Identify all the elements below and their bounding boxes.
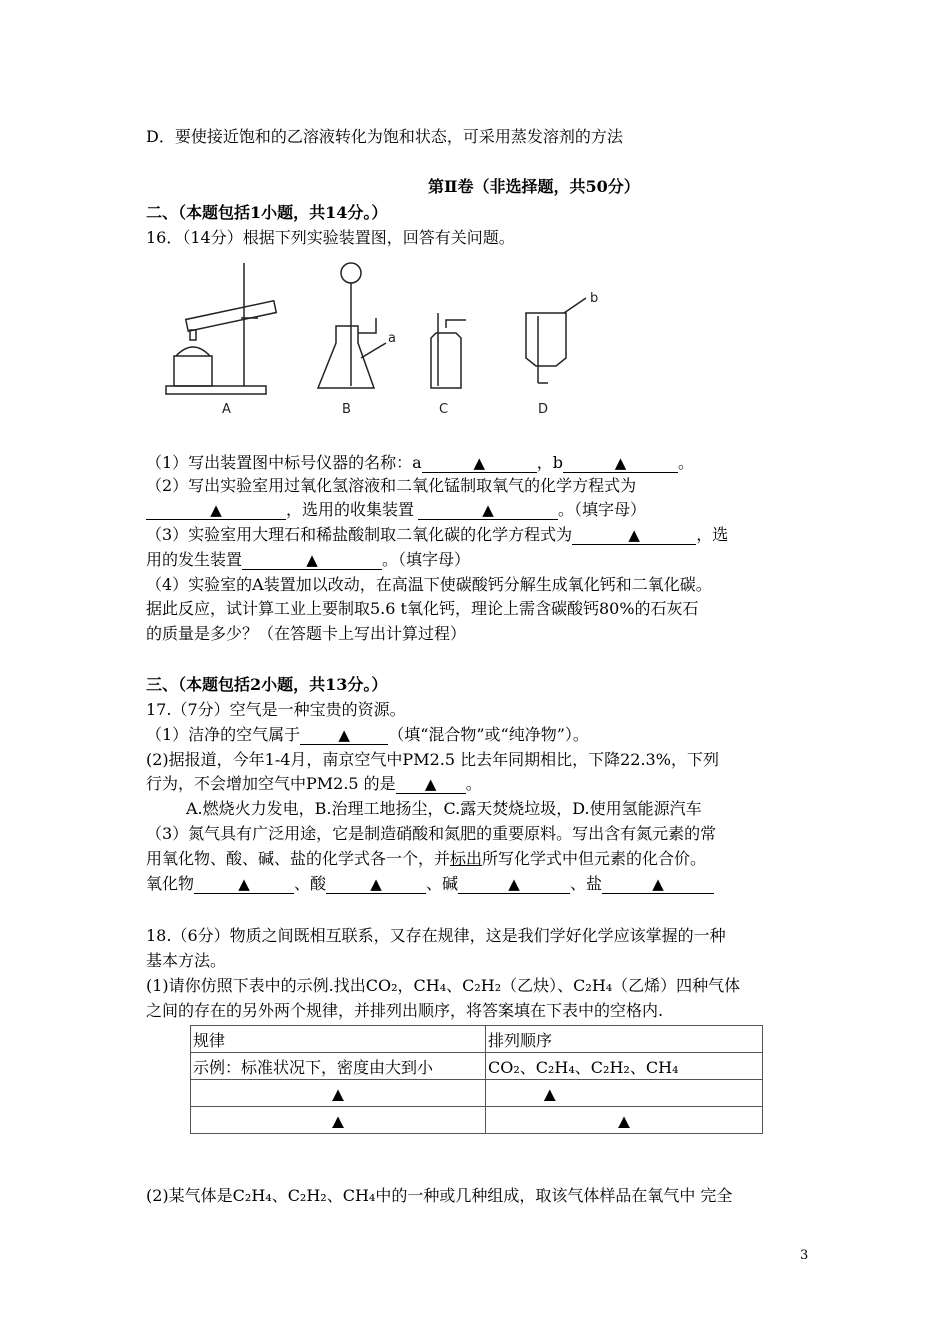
q16-part2-line1: （2）写出实验室用过氧化氢溶液和二氧化锰制取氧气的化学方程式为 bbox=[146, 476, 637, 495]
answer-order-1: ▲ bbox=[486, 1080, 763, 1107]
question-18-line2: 基本方法。 bbox=[146, 951, 227, 970]
q18-part2: (2)某气体是C₂H₄、C₂H₂、CH₄中的一种或几种组成，取该气体样品在氧气中 完全 bbox=[146, 1186, 733, 1205]
q16-part4-line3: 的质量是多少？（在答题卡上写出计算过程） bbox=[146, 624, 467, 643]
label-a-upper: A bbox=[222, 402, 231, 417]
header-rule: 规律 bbox=[191, 1026, 486, 1053]
q17-part2-line2: 行为，不会增加空气中PM2.5 的是 ▲ 。 bbox=[146, 774, 482, 793]
example-rule: 示例：标准状况下，密度由大到小 bbox=[191, 1053, 486, 1080]
q17-options: A.燃烧火力发电，B.治理工地扬尘，C.露天焚烧垃圾，D.使用氢能源汽车 bbox=[186, 799, 702, 818]
table-header-row bbox=[191, 1026, 763, 1053]
table-row bbox=[191, 1107, 763, 1134]
apparatus-figure bbox=[146, 258, 606, 423]
q16-part4-line2: 据此反应，试计算工业上要制取5.6 t氧化钙，理论上需含碳酸钙80%的石灰石 bbox=[146, 599, 699, 618]
question-16: 16．（14分）根据下列实验装置图，回答有关问题。 bbox=[146, 228, 515, 247]
q18-part1-line1: (1)请你仿照下表中的示例.找出CO₂，CH₄、C₂H₂（乙炔）、C₂H₄（乙烯）四种气体 bbox=[146, 976, 741, 995]
label-a-lower: a bbox=[388, 331, 396, 346]
apparatus-b bbox=[318, 263, 386, 388]
q17-part3-answers: 氧化物 ▲ 、酸 ▲ 、碱 ▲ 、盐 ▲ bbox=[146, 873, 714, 895]
q17-part3-line1: （3）氮气具有广泛用途，它是制造硝酸和氮肥的重要原料。写出含有氮元素的常 bbox=[146, 824, 717, 843]
q16-part1: （1）写出装置图中标号仪器的名称：a ▲ ，b ▲ 。 bbox=[146, 453, 694, 472]
question-17: 17.（7分）空气是一种宝贵的资源。 bbox=[146, 700, 406, 719]
section-2-heading: 二、（本题包括1小题，共14分。） bbox=[146, 203, 388, 222]
apparatus-d bbox=[526, 298, 586, 383]
page-number: 3 bbox=[800, 1248, 809, 1263]
label-d-upper: D bbox=[538, 402, 549, 417]
section-3-heading: 三、（本题包括2小题，共13分。） bbox=[146, 675, 388, 694]
q17-part1: （1）洁净的空气属于 ▲ （填“混合物”或“纯净物”）。 bbox=[146, 725, 589, 744]
q16-part2-line2: ▲ ，选用的收集装置 ▲ 。（填字母） bbox=[146, 499, 646, 521]
apparatus-c bbox=[431, 313, 466, 388]
table-row bbox=[191, 1053, 763, 1080]
rules-table bbox=[190, 1025, 763, 1134]
q17-part2-line1: (2)据报道，今年1-4月，南京空气中PM2.5 比去年同期相比，下降22.3%，下列 bbox=[146, 750, 719, 769]
label-b-lower: b bbox=[590, 291, 599, 306]
q17-part3-line2: 用氧化物、酸、碱、盐的化学式各一个，并标出所写化学式中但元素的化合价。 bbox=[146, 849, 707, 868]
answer-order-2: ▲ bbox=[486, 1107, 763, 1134]
answer-rule-2: ▲ bbox=[191, 1107, 486, 1134]
label-c-upper: C bbox=[439, 402, 449, 417]
apparatus-a bbox=[166, 263, 276, 394]
table-row bbox=[191, 1080, 763, 1107]
header-order: 排列顺序 bbox=[486, 1026, 763, 1053]
example-order: CO₂、C₂H₄、C₂H₂、CH₄ bbox=[486, 1053, 763, 1080]
q16-part4-line1: （4）实验室的A装置加以改动，在高温下使碳酸钙分解生成氧化钙和二氧化碳。 bbox=[146, 575, 712, 594]
volume-title: 第Ⅱ卷（非选择题，共50分） bbox=[428, 177, 640, 196]
q16-part3-line1: （3）实验室用大理石和稀盐酸制取二氧化碳的化学方程式为 ▲ ，选 bbox=[146, 525, 729, 544]
q18-part1-line2: 之间的存在的另外两个规律，并排列出顺序，将答案填在下表中的空格内. bbox=[146, 1001, 664, 1020]
question-18-line1: 18.（6分）物质之间既相互联系，又存在规律，这是我们学好化学应该掌握的一种 bbox=[146, 926, 726, 945]
q16-part3-line2: 用的发生装置 ▲ 。（填字母） bbox=[146, 550, 471, 569]
option-d: D．要使接近饱和的乙溶液转化为饱和状态，可采用蒸发溶剂的方法 bbox=[146, 127, 623, 146]
answer-rule-1: ▲ bbox=[191, 1080, 486, 1107]
label-b-upper: B bbox=[342, 402, 351, 417]
